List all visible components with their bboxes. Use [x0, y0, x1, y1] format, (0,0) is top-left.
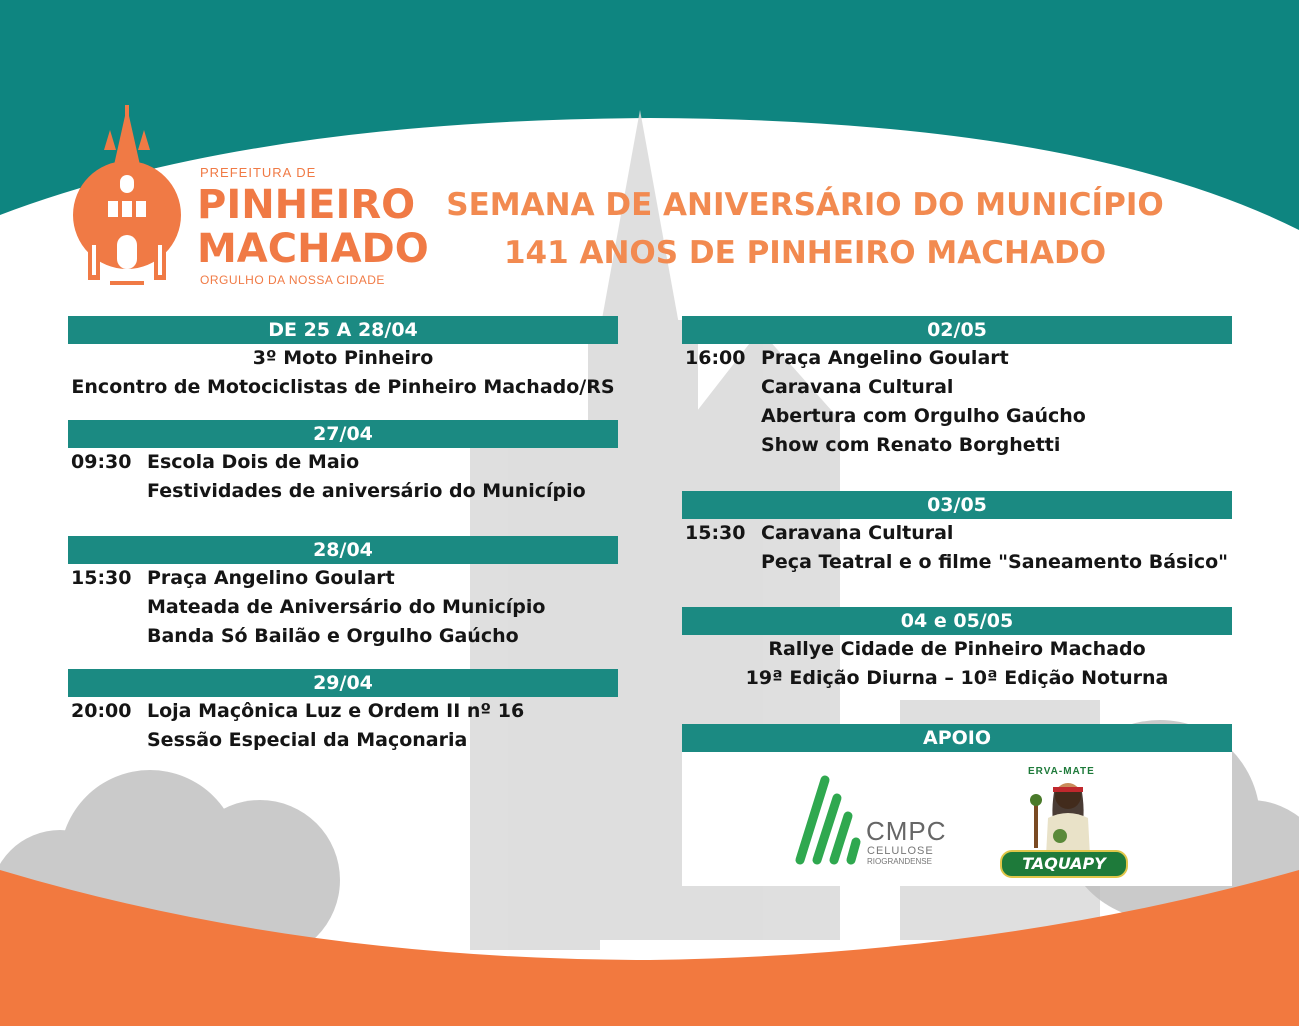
event-time: 15:30 [71, 567, 132, 589]
logo-prefix: PREFEITURA DE [200, 165, 317, 180]
event-description: 19ª Edição Diurna – 10ª Edição Noturna [745, 667, 1169, 689]
sponsors-header: APOIO [682, 724, 1232, 752]
church-icon [70, 105, 195, 290]
page-title-line2: 141 ANOS DE PINHEIRO MACHADO [503, 235, 1107, 271]
logo-line2: MACHADO [197, 226, 429, 272]
event-line: Praça Angelino Goulart [761, 347, 1009, 369]
logo [70, 105, 429, 295]
event-time: 09:30 [71, 451, 132, 473]
event-line: Show com Renato Borghetti [761, 434, 1061, 456]
page-title-line1: SEMANA DE ANIVERSÁRIO DO MUNICÍPIO [446, 187, 1164, 223]
event-block-04-05-05 [682, 607, 1232, 693]
cmpc-logo [792, 774, 952, 869]
indian-figure-icon [1020, 778, 1110, 858]
cmpc-name: CMPC [866, 816, 947, 846]
event-line: Escola Dois de Maio [147, 451, 360, 473]
event-line: Sessão Especial da Maçonaria [147, 729, 468, 751]
date-header: 27/04 [68, 420, 618, 448]
event-block-02-05 [682, 316, 1232, 460]
event-block-25-28 [68, 316, 618, 402]
logo-line1: PINHEIRO [197, 182, 416, 228]
event-line: Praça Angelino Goulart [147, 567, 395, 589]
event-time: 16:00 [685, 347, 746, 369]
event-line: Caravana Cultural [761, 522, 954, 544]
event-block-29 [68, 669, 618, 755]
event-time: 20:00 [71, 700, 132, 722]
event-time: 15:30 [685, 522, 746, 544]
date-header: 28/04 [68, 536, 618, 564]
event-line: Caravana Cultural [761, 376, 954, 398]
cmpc-sub2: RIOGRANDENSE [867, 857, 932, 866]
event-title: 3º Moto Pinheiro [252, 347, 434, 369]
taquapy-name: TAQUAPY [1000, 850, 1128, 878]
logo-tagline: ORGULHO DA NOSSA CIDADE [200, 273, 385, 287]
date-header: 02/05 [682, 316, 1232, 344]
cmpc-mark-icon [792, 774, 862, 866]
date-header: 03/05 [682, 491, 1232, 519]
event-line: Festividades de aniversário do Município [147, 480, 586, 502]
event-description: Encontro de Motociclistas de Pinheiro Machado/RS [71, 376, 615, 398]
sponsors-logos [682, 752, 1232, 886]
event-line: Mateada de Aniversário do Município [147, 596, 546, 618]
event-block-28 [68, 536, 618, 651]
sponsors-block [682, 724, 1232, 886]
date-header: 04 e 05/05 [682, 607, 1232, 635]
event-block-03-05 [682, 491, 1232, 577]
event-line: Banda Só Bailão e Orgulho Gaúcho [147, 625, 519, 647]
taquapy-logo [1000, 766, 1130, 884]
event-line: Abertura com Orgulho Gaúcho [761, 405, 1086, 427]
event-block-27 [68, 420, 618, 506]
event-line: Peça Teatral e o filme "Saneamento Básico" [761, 551, 1229, 573]
date-header: 29/04 [68, 669, 618, 697]
taquapy-top-label: ERVA-MATE [1028, 766, 1095, 777]
cmpc-sub1: CELULOSE [867, 845, 934, 857]
date-header: DE 25 A 28/04 [68, 316, 618, 344]
event-title: Rallye Cidade de Pinheiro Machado [768, 638, 1146, 660]
event-line: Loja Maçônica Luz e Ordem II nº 16 [147, 700, 525, 722]
